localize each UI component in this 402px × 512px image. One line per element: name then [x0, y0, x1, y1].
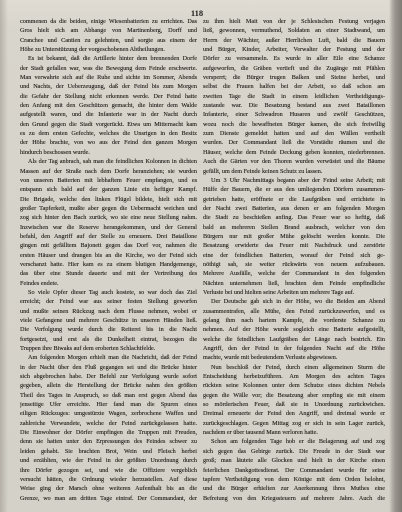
text-line: entspann sich bald auf der ganzen Linie ein heftiger Kampf.	[20, 186, 197, 194]
text-line: tapfere Vertheidigung von dem Könige mit dem Orden belohnt,	[203, 475, 385, 483]
text-line: Dörfer zu versammeln. Es wurde in aller Eile eine Schanze	[203, 55, 385, 63]
text-line: Herrn der Wächter, außer Herrlichen Luft, bald die Bauern	[203, 36, 385, 44]
text-line: ersten Häuser und drangen bis an die Kirche, wo der Feind sich	[20, 251, 197, 259]
text-line: den Anfang mit den Geschützen gemacht, die hinter dem Walde	[20, 102, 197, 110]
text-line: Angriff, den der Feind in der folgenden Nacht auf die Höhe	[203, 345, 385, 353]
text-line: zweiten Tage die Stadt in einem leidlichen Vertheidigungs-	[203, 92, 385, 100]
text-line: das über eine Stunde dauerte und mit der Vertreibung des	[20, 270, 197, 278]
paragraph	[203, 17, 385, 176]
text-line: so mörderischen Feuer, daß sie in Unordnung zurückwichen.	[203, 401, 385, 409]
text-line: von unseren Batterien mit lebhaftem Feuer empfangen, und es	[20, 176, 197, 184]
text-line: Am folgenden Morgen erhielt man die Nachricht, daß der Feind	[28, 354, 197, 362]
text-line: und Nachts, der Ueberzeugung, daß der Feind bis zum Morgen	[20, 83, 197, 91]
text-line: Cranchee und Cantien zu gelehnten, und sorgte aus einem der	[20, 36, 197, 44]
paragraph	[20, 288, 197, 353]
paragraph	[20, 353, 197, 503]
text-line: machte, wurde mit bedeutendem Verluste abgewiesen.	[203, 354, 338, 362]
right-column	[203, 17, 385, 503]
text-line: zusammentrafen, alle Mühe, den Feind zurückzuwerfen, und es	[203, 307, 385, 315]
text-line: die Stadt zu beschießen anfing. Das Feuer war so heftig, daß	[203, 214, 385, 222]
text-line: jenseitige Ufer erreichte. Hier fand man die Spuren eines	[20, 401, 197, 409]
text-line: zu ihm hielt Mait von der je Schlesischen Festung verjagen	[203, 18, 385, 25]
text-line: Es ist bekannt, daß die Artillerie hinter dem brennenden Dorfe	[28, 55, 197, 63]
text-line: commenen da die beiden, einige Wiesenbatterien zu errichten. Das	[20, 18, 197, 25]
text-line: rückten seine Kolonnen unter dem Schutze eines dichten Nebels	[203, 382, 385, 390]
text-line: Hülfe der Bauern, die er aus den umliegenden Dörfern zusammen-	[203, 186, 385, 194]
text-line: ihre Dörfer gezogen sei, und wie die Offiziere vergeblich	[20, 466, 197, 474]
paragraph	[203, 437, 385, 502]
text-line: zustande war. Die Besatzung bestand aus zwei Bataillonen	[203, 102, 385, 110]
text-line: Häuser, welche dem Feinde Deckung geben konnten, niederbrennen.	[203, 148, 385, 156]
text-line: Infanterie, einer Schwadron Husaren und zwölf Geschützen,	[203, 111, 385, 119]
text-line: nachdem er über tausend Mann verloren hatte.	[203, 429, 318, 437]
text-line: und Bürger, Kinder, Arbeiter, Verwalter der Festung und der	[203, 46, 385, 54]
text-line: sich abgebrochen habe. Der Befehl zur Verfolgung wurde sofort	[20, 373, 197, 381]
text-line: versperrt; die Bürger trugen Balken und Steine herbei, und	[203, 74, 385, 82]
text-line: Truppen ihre Biwaks auf dem eroberten Schlachtfelde.	[20, 345, 156, 353]
text-line: aufgestellt waren, und die Infanterie war in der Nacht durch	[20, 111, 197, 119]
text-line: Man verwahrte sich auf die Ruhe und sichte im Sommer, Abends	[20, 74, 197, 82]
text-line: und erzählten, wie der Feind in der größten Unordnung durch	[20, 457, 197, 465]
text-line: Auch die Gärten vor den Thoren wurden verwüstet und die Bäume	[203, 158, 385, 166]
text-line: gingen mit gefälltem Bajonett gegen das Dorf vor, nahmen die	[20, 242, 197, 250]
text-line: gegen die Wälle vor; die Besatzung aber empfing sie mit einem	[203, 391, 385, 399]
text-line: selbst die Frauen halfen bei der Arbeit, so daß schon am	[203, 83, 385, 91]
text-line: groß; man läutete alle Glocken und hielt in der Kirche einen	[203, 457, 385, 465]
text-line: der Stadt gefallen war, was die Bewegung dem Feinde erschwerte.	[20, 64, 197, 72]
text-line: Der Deutsche gab sich in der Höhe, wo die Beiden am Abend	[211, 298, 385, 306]
page-number: 118	[190, 8, 204, 18]
text-line: Grenze, wo man am dritten Tage eintraf. Der Commandant, der	[20, 494, 197, 502]
text-line: fortgesetzt, und erst als die Dunkelheit eintrat, bezogen die	[20, 335, 197, 343]
text-line: Die Brigade, welche den linken Flügel bildete, hielt sich mit	[20, 195, 197, 203]
text-line: und die Bürger erhielten zur Anerkennung ihres Muthes eine	[203, 485, 385, 493]
text-line: welche die feindlichen Laufgräben der Länge nach bestrich. Ein	[203, 335, 385, 343]
text-line: viele Gefangene und mehrere Geschütze in unseren Händen ließ.	[20, 317, 197, 324]
page-left-shadow	[0, 0, 8, 512]
text-line: nehmen. Auf der Höhe wurde sogleich eine Batterie aufgestellt,	[203, 326, 385, 334]
text-line: zahlreiche Verwundete, welche der Feind zurückgelassen hatte.	[20, 419, 197, 427]
text-line: Nun beschloß der Feind, durch einen allgemeinen Sturm die	[211, 363, 385, 371]
paragraph	[20, 54, 197, 157]
text-line: bald an mehreren Stellen Brand ausbrach, welcher von den	[203, 223, 385, 231]
paragraph	[203, 176, 385, 297]
text-line: Die Verfolgung wurde durch die Reiterei bis in die Nacht	[20, 326, 197, 334]
page-binding-edge	[389, 0, 402, 512]
text-line: wurden. Der Commandant ließ die Vorstädte räumen und die	[203, 139, 385, 147]
text-line: denn sie hatten unter den Erpressungen des Feindes schwer zu	[20, 438, 197, 446]
text-line: nöthigt sah, sie weiter rückwärts von neuem aufzubauen.	[203, 260, 385, 268]
text-line: Die Einwohner der Dörfer empfingen die Truppen mit Freuden,	[20, 429, 197, 437]
text-line: verschanzt hatte. Hier kam es zu einem blutigen Handgemenge,	[20, 260, 197, 268]
text-line: die Gefahr der Stellung nicht erkennen werde. Der Feind hatte	[20, 92, 197, 100]
text-line: Bürgern nur mit großer Mühe gelöscht werden konnte. Die	[203, 232, 385, 240]
text-line: Besatzung erwiderte das Feuer mit Nachdruck und zerstörte	[203, 242, 385, 250]
text-line: Massen auf der Straße nach dem Dorfe heranziehen; sie wurden	[20, 167, 197, 175]
text-line: getrieben hatte, eröffnete er die Laufgräben und errichtete in	[203, 195, 385, 203]
text-line: befahl, den Angriff auf der Stelle zu erneuern. Drei Bataillone	[20, 232, 197, 240]
text-line: Befreiung von den Kriegssteuern auf mehrere Jahre. Auch die	[203, 494, 385, 502]
paragraph	[203, 297, 385, 362]
text-line: versucht hätten, die Ordnung wieder herzustellen. Auf diese	[20, 475, 197, 483]
text-line: der Höhe brachte, von wo aus der Feind den ganzen Morgen	[20, 139, 197, 147]
text-line: Verluste bei und hielten seine Arbeiten um mehrere Tage auf.	[203, 288, 355, 296]
text-line: Höhe zu Unterstützung der vorgeschobenen Abtheilungen.	[20, 46, 165, 54]
text-line: Um 3 Uhr Nachmittags begann aber der Feind seine Arbeit; mit	[211, 176, 385, 184]
text-line: feierlichen Dankgottesdienst. Der Commandant wurde für seine	[203, 466, 385, 474]
text-line: sich gegen das Gebirge zurück. Die Freude in der Stadt war	[203, 447, 385, 455]
text-line: wozu noch die bewaffneten Bürger kamen, die sich freiwillig	[203, 120, 385, 128]
text-line: zog sich hinter den Bach zurück, wo sie eine neue Stellung nahm.	[20, 214, 197, 222]
text-line: Dreimal erneuerte der Feind den Angriff, und dreimal wurde er	[203, 410, 385, 418]
text-line: und mußte seinen Rückzug nach dem Flusse nehmen, wobei er	[20, 307, 197, 315]
text-line: Mehrere Ausfälle, welche der Commandant in den folgenden	[203, 270, 385, 278]
text-line: Gros hielt sich am Abhange von Martinenberg, Dorff und	[20, 27, 197, 35]
text-line: gefällt, um dem Feinde keinen Schutz zu lassen.	[203, 167, 323, 175]
text-line: erreicht; der Feind war aus seiner festen Stellung geworfen	[20, 298, 197, 306]
text-line: zurückgeschlagen. Gegen Mittag zog er sich in sein Lager zurück,	[203, 419, 385, 427]
text-line: zum Dienste gemeldet hatten und auf den Wällen vertheilt	[203, 130, 385, 138]
text-line: Theil des Tages in Anspruch, so daß man erst gegen Abend das	[20, 391, 197, 399]
text-line: aufgeworfen, die Gräben vertieft und die Zugänge mit Pfählen	[203, 64, 385, 72]
text-line: Nächten unternehmen ließ, brachten dem Feinde empfindliche	[203, 279, 385, 287]
text-line: leiden gehabt. Sie brachten Brot, Wein und Fleisch herbei	[20, 447, 197, 455]
text-line: Inzwischen war die Reserve herangekommen, und der General	[20, 223, 197, 231]
text-line: eiligen Rückzuges: umgestürzte Wagen, zerbrochene Waffen und	[20, 410, 197, 418]
text-line: gegeben, allein die Herstellung der Brücke nahm den größten	[20, 382, 197, 390]
text-line: So viele Opfer dieser Tag auch kostete, so war doch das Ziel	[28, 288, 197, 296]
text-line: Feindes endete.	[20, 279, 59, 287]
paragraph	[203, 363, 385, 438]
text-line: den Grund gegen die Stadt vorgerückt. Etwa um Mitternacht kam	[20, 120, 197, 128]
text-line: es zu dem ersten Gefechte, welches die Unsrigen in den Besitz	[20, 130, 197, 138]
paragraph	[20, 17, 197, 54]
text-line: Schon am folgenden Tage hob er die Belagerung auf und zog	[211, 438, 385, 446]
text-line: Weise ging der Marsch ohne weiteren Aufenthalt bis an die	[20, 485, 197, 493]
text-line: gelang ihm nach hartem Kampfe, die vorderste Schanze zu	[203, 317, 385, 324]
text-line: in der Nacht über den Fluß gegangen sei und die Brücke hinter	[20, 363, 197, 371]
text-line: großer Tapferkeit, mußte aber gegen die Uebermacht weichen und	[20, 204, 197, 212]
text-line: eine der feindlichen Batterien, worauf der Feind sich ge-	[203, 251, 385, 259]
text-line: hindurch beschossen wurde.	[20, 148, 90, 156]
text-line: der Nacht zwei Batterien, aus denen er am folgenden Morgen	[203, 204, 385, 212]
text-line: Als der Tag anbrach, sah man die feindlichen Kolonnen in dichten	[28, 158, 197, 166]
text-line: Entscheidung herbeizuführen. Am Morgen des achten Tages	[203, 373, 385, 381]
text-line: ließ, gewonnen, vermuthend, Soldaten an einer Stadtwand, um	[203, 27, 385, 35]
left-column	[20, 17, 197, 503]
paragraph	[20, 157, 197, 288]
